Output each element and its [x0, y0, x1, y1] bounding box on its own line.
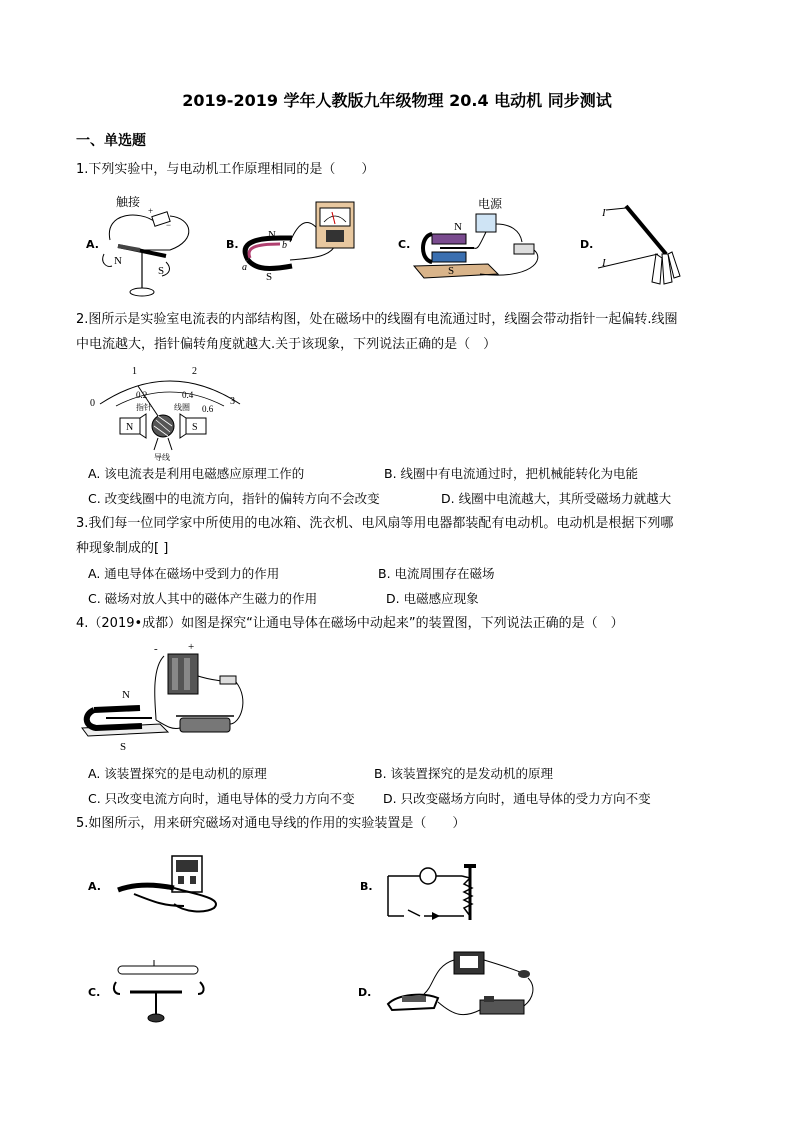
- q1c-n: N: [454, 221, 462, 233]
- q2-option-b[interactable]: B. 线圈中有电流通过时，把机械能转化为电能: [384, 466, 639, 481]
- q1-figure-a: [100, 192, 210, 300]
- q2-option-c[interactable]: C. 改变线圈中的电流方向，指针的偏转方向不会改变: [88, 491, 380, 506]
- q2-scale-2: 2: [192, 366, 197, 377]
- q3-option-d[interactable]: D. 电磁感应现象: [386, 591, 479, 606]
- q5-label-d[interactable]: D.: [358, 986, 372, 999]
- section-heading: 一、单选题: [76, 133, 146, 149]
- q3-option-a[interactable]: A. 通电导体在磁场中受到力的作用: [88, 566, 280, 581]
- q2-option-a[interactable]: A. 该电流表是利用电磁感应原理工作的: [88, 466, 305, 481]
- svg-text:−: −: [166, 220, 172, 230]
- q5-figure-d: [384, 946, 544, 1024]
- q3-option-c[interactable]: C. 磁场对放人其中的磁体产生磁力的作用: [88, 591, 318, 606]
- q1a-label-touch: 触接: [116, 195, 141, 209]
- q5-label-a[interactable]: A.: [88, 880, 101, 893]
- q2-label-pointer: 指针: [136, 403, 152, 412]
- q5-label-b[interactable]: B.: [360, 880, 373, 893]
- q4-option-d[interactable]: D. 只改变磁场方向时，通电导体的受力方向不变: [383, 791, 651, 806]
- q2-stem-line1: 2.图所示是实验室电流表的内部结构图，处在磁场中的线圈有电流通过时，线圈会带动指针一起偏转.线圈: [76, 312, 678, 327]
- q2-option-d[interactable]: D. 线圈中电流越大，其所受磁场力就越大: [441, 491, 672, 506]
- q3-option-b[interactable]: B. 电流周围存在磁场: [378, 566, 495, 581]
- q5-figure-c: [112, 958, 212, 1026]
- q2-scale-0: 0: [90, 398, 95, 409]
- q1d-i2: I: [602, 257, 606, 269]
- q2-label-coil: 线圈: [174, 403, 190, 412]
- q1-figure-c: [410, 194, 550, 284]
- q3-stem-line1: 3.我们每一位同学家中所使用的电冰箱、洗衣机、电风扇等用电器都装配有电动机。电动机是根据下列哪: [76, 516, 674, 531]
- q1b-b: b: [282, 240, 287, 251]
- q1-stem: 1.下列实验中，与电动机工作原理相同的是（ ）: [76, 162, 375, 177]
- q2-scale-1: 1: [132, 366, 137, 377]
- q5-figure-a: [114, 854, 224, 916]
- q1a-n: N: [114, 255, 122, 267]
- q2-scale-02: 0.2: [136, 390, 148, 400]
- q2-figure-ammeter: [90, 364, 250, 460]
- q1-label-a[interactable]: A.: [86, 238, 99, 251]
- q1-label-d[interactable]: D.: [580, 238, 594, 251]
- q4-option-b[interactable]: B. 该装置探究的是发动机的原理: [374, 766, 554, 781]
- q1b-n: N: [268, 229, 276, 241]
- q4-minus: -: [154, 643, 158, 655]
- q1a-s: S: [158, 265, 165, 277]
- q1d-i1: I: [602, 207, 606, 219]
- q4-n: N: [122, 689, 130, 701]
- q5-figure-b: [384, 858, 494, 922]
- q4-option-a[interactable]: A. 该装置探究的是电动机的原理: [88, 766, 267, 781]
- q1-figure-d: [596, 196, 686, 292]
- q4-stem: 4.（2019•成都）如图是探究“让通电导体在磁场中动起来”的装置图，下列说法正确的是（ ）: [76, 616, 624, 631]
- q2-scale-06: 0.6: [202, 404, 214, 414]
- svg-text:+: +: [148, 206, 154, 216]
- q2-scale-3: 3: [230, 396, 235, 407]
- q5-label-c[interactable]: C.: [88, 986, 101, 999]
- q2-label-wire: 导线: [154, 453, 170, 462]
- page-title: 2019-2019 学年人教版九年级物理 20.4 电动机 同步测试: [182, 91, 612, 110]
- q4-option-c[interactable]: C. 只改变电流方向时，通电导体的受力方向不变: [88, 791, 355, 806]
- q1b-s: S: [266, 271, 273, 283]
- q1-label-b[interactable]: B.: [226, 238, 239, 251]
- q1c-s: S: [448, 265, 455, 277]
- q5-stem: 5.如图所示，用来研究磁场对通电导线的作用的实验装置是（ ）: [76, 816, 466, 831]
- q2-stem-line2: 中电流越大，指针偏转角度就越大.关于该现象，下列说法正确的是（ ）: [76, 337, 497, 352]
- q1b-a: a: [242, 262, 247, 273]
- q2-n: N: [126, 422, 134, 433]
- q3-stem-line2: 种现象制成的[ ]: [76, 541, 169, 556]
- q1-figure-b: [240, 198, 370, 282]
- q4-plus: +: [188, 641, 195, 653]
- q4-figure-apparatus: [80, 640, 250, 754]
- q1c-source: 电源: [478, 197, 503, 211]
- q2-s: S: [192, 422, 198, 433]
- q2-scale-04: 0.4: [182, 390, 194, 400]
- q4-s: S: [120, 741, 127, 753]
- q1-label-c[interactable]: C.: [398, 238, 411, 251]
